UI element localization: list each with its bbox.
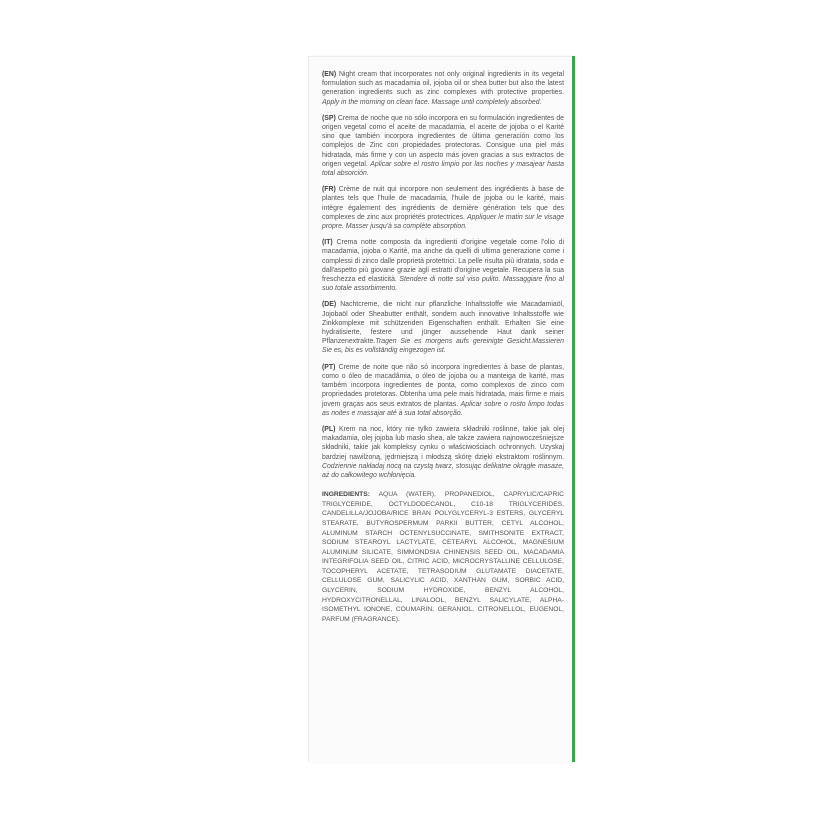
lang-code: (FR) (322, 186, 336, 194)
ingredients-label: INGREDIENTS: (322, 491, 370, 499)
description: Crema de noche que no sólo incorpora en su formulación ingredientes de origen vegetal como el aceite de macadamia, el aceite de jojoba o el Karité sino que también incorpora ingredientes de última generación como los complejos de Zinc con propiedades protectoras. Consigue una piel más hidratada, más firme y con un aspecto más joven gracias a sus extractos de origen vegetal. (322, 114, 564, 168)
paragraph-fr (322, 185, 564, 231)
description: Crema notte composta da ingredienti d'origine vegetale come l'olio di macadamia, jojoba o Karitè, ma anche da quelli di ultima generazione come i complessi di zinco dalle proprietà protettrici. La pelle risulta più idratata, soda e dall'aspetto più giovane grazie agli estratti d'origine vegetale. Recupera la sua freschezza ed elasticità. (322, 239, 564, 284)
ingredients-list (322, 490, 564, 624)
lang-code: (PL) (322, 425, 336, 433)
lang-code: (SP) (322, 114, 336, 122)
directions: Codziennie nakładaj nocą na czystą twarz, stosując delikatne okrągłe masaże, aż do całkowitego wchłonięcia. (322, 462, 564, 479)
lang-code: (DE) (322, 301, 337, 309)
paragraph-en (322, 70, 564, 107)
paragraph-pl (322, 425, 564, 480)
label-text-panel (322, 70, 564, 631)
lang-code: (EN) (322, 71, 337, 78)
description: Nachtcreme, die nicht nur pflanzliche Inhaltsstoffe wie Macadamiaöl, Jojobaöl oder Sheabutter enthält, sondern auch innovative Inhaltsstoffe wie Zinkkomplexe mit schützenden Eigenschaften enthält. Erhalten Sie eine hydratisierte, festere und jünger aussehende Haut dank seiner Pflanzenextrakte. (322, 301, 564, 346)
paragraph-de (322, 300, 564, 355)
description: Krem na noc, który nie tylko zawiera składniki roślinne, takie jak olej makadamia, olej jojoba lub masło shea, ale także zawiera najnowocześniejsze składniki, takie jak kompleksy cynku o właściwościach ochronnych. Uzyskaj bardziej nawilżoną, jędrniejszą i młodszą skórę dzięki ekstraktom roślinnym. (322, 425, 564, 461)
directions: Aplicar sobre el rostro limpio por las noches y masajear hasta total absorción. (322, 160, 565, 178)
description: Crème de nuit qui incorpore non seulement des ingrédients à base de plantes tels que l'huile de macadamia, l'huile de jojoba ou le karité, mais intègre également des ingrédients de dernière génération tels que des complexes de zinc aux propriétés protectrices. (322, 186, 564, 221)
directions: Tragen Sie es morgens aufs gereinigte Gesicht.Massieren Sie es, bis es vollständig eingezogen ist. (322, 338, 564, 355)
directions: Stendere di notte sul viso pulito. Massaggiare fino al suo totale assorbimento. (322, 276, 565, 293)
description: Night cream that incorporates not only original ingredients in its vegetal formulation such as macadamia oil, jojoba oil or shea butter but also the latest generation ingredients such as zinc complexes with protective properties. (322, 71, 564, 97)
directions: Aplicar sobre o rosto limpo todas as noites e massajar até à sua total absorção. (322, 400, 564, 417)
description: Creme de noite que não só incorpora ingredientes à base de plantas, como o óleo de macadâmia, o óleo de jojoba ou a manteiga de karité, mas também incorpora ingredientes de ponta, como complexos de zinco com propriedades protetoras. Obtenha uma pele mais hidratada, mais firme e mais jovem graças aos seus extratos de plantas. (322, 363, 564, 408)
green-edge-stripe (572, 56, 575, 762)
directions: Apply in the morning on clean face. Massage until completely absorbed. (322, 98, 542, 106)
paragraph-it (322, 238, 564, 293)
paragraph-sp (322, 114, 564, 178)
ingredients-text: AQUA (WATER), PROPANEDIOL, CAPRYLIC/CAPRIC TRIGLYCERIDE, OCTYLDODECANOL, C10-18 TRIGLYCERIDES, CANDELILLA/JOJOBA/RICE BRAN POLYGLYCERYL-3 ESTERS, GLYCERYL STEARATE, BUTYROSPERMUM PARKII BUTTER, CETYL ALCOHOL, ALUMINUM STARCH OCTENYLSUCCINATE, SMITHSONITE EXTRACT, SODIUM STEAROYL LACTYLATE, CETEARYL ALCOHOL, MAGNESIUM ALUMINUM SILICATE, SIMMONDSIA CHINENSIS SEED OIL, MACADAMIA INTEGRIFOLIA SEED OIL, CITRIC ACID, MICROCRYSTALLINE CELLULOSE, TOCOPHERYL ACETATE, TETRASODIUM GLUTAMATE DIACETATE, CELLULOSE GUM, SALICYLIC ACID, XANTHAN GUM, SORBIC ACID, GLYCERIN, SODIUM HYDROXIDE, BENZYL ALCOHOL, HYDROXYCITRONELLAL, LINALOOL, BENZYL SALICYLATE, ALPHA-ISOMETHYL IONONE, COUMARIN, GERANIOL, CITRONELLOL, EUGENOL, PARFUM (FRAGRANCE). (322, 491, 564, 623)
paragraph-pt (322, 363, 564, 418)
lang-code: (PT) (322, 363, 336, 371)
lang-code: (IT) (322, 239, 333, 247)
directions: Appliquer le matin sur le visage propre. Masser jusqu'à sa complète absorption. (322, 213, 564, 231)
